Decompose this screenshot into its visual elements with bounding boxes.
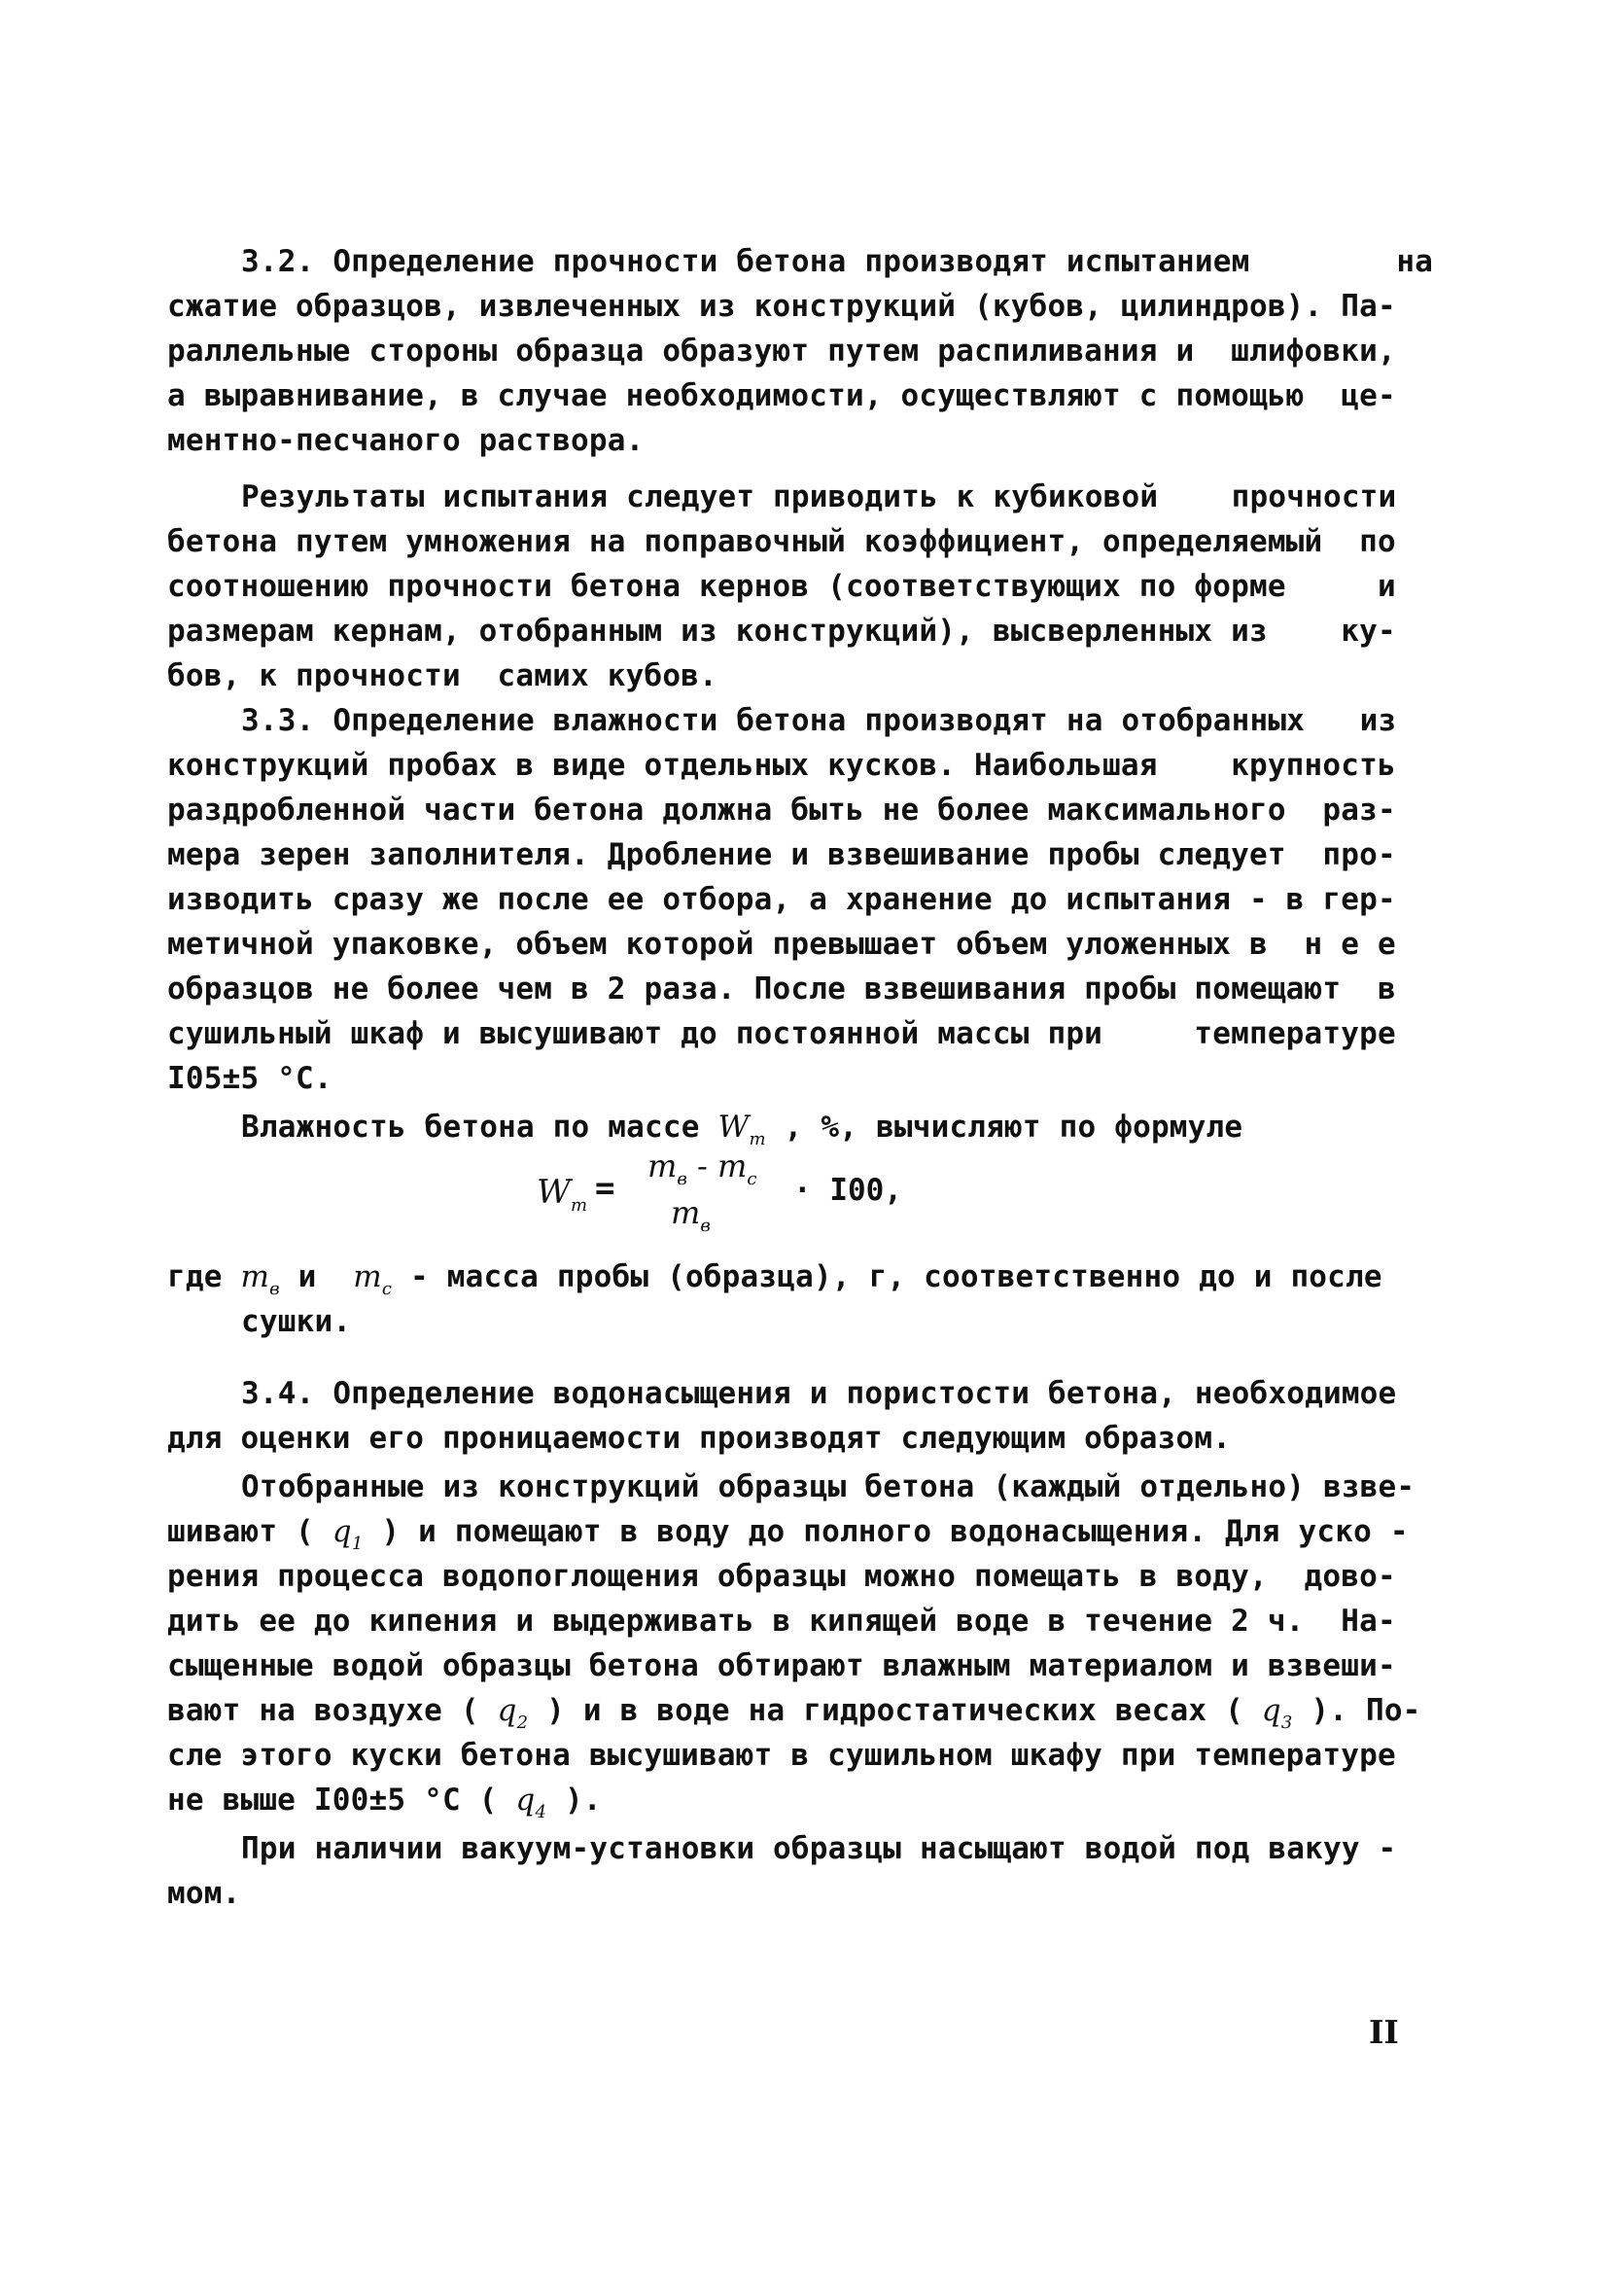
text-span: где — [167, 1259, 241, 1294]
moisture-intro — [241, 1105, 1435, 1149]
symbol-w: W — [717, 1110, 750, 1145]
text-line: бов, к прочности самих кубов. — [167, 658, 717, 693]
where-line — [167, 1254, 1435, 1299]
text-line: а выравнивание, в случае необходимости, осуществляют с помощью це- — [167, 378, 1396, 413]
formula-denominator — [671, 1194, 711, 1236]
formula-symbol: m — [671, 1194, 701, 1231]
text-line: I05±5 °C. — [167, 1061, 332, 1096]
formula-sub: m — [570, 1195, 588, 1216]
symbol-m: m — [240, 1259, 270, 1294]
formula-equals: = — [595, 1169, 615, 1208]
text-line: 3.2. Определение прочности бетона производят испытанием на — [241, 244, 1434, 279]
text-line: Отобранные из конструкций образцы бетона (каждый отдельно) взве- — [241, 1469, 1416, 1504]
text-line: ментно-песчаного раствора. — [167, 423, 645, 458]
text-span: , %, вычисляют по формуле — [765, 1110, 1243, 1145]
symbol-sub: в — [269, 1279, 280, 1299]
text-line: бетона путем умножения на поправочный коэффициент, определяемый по — [167, 524, 1396, 559]
formula-numerator — [647, 1148, 756, 1189]
text-span: ). — [546, 1783, 602, 1818]
moisture-formula — [533, 1148, 980, 1245]
text-line: сушильный шкаф и высушивают до постоянной массы при температуре — [167, 1016, 1396, 1051]
page-number: II — [1369, 2013, 1399, 2051]
text-line: мера зерен заполнителя. Дробление и взвешивание пробы следует про- — [167, 837, 1396, 872]
text-line: изводить сразу же после ее отбора, а хранение до испытания - в гер- — [167, 882, 1396, 917]
text-span: вают на воздухе ( — [167, 1693, 498, 1728]
text-line: рения процесса водопоглощения образцы можно помещать в воду, дово- — [167, 1559, 1396, 1594]
formula-sub: в — [677, 1169, 687, 1189]
text-line: сушки. — [241, 1304, 352, 1339]
symbol-sub: 1 — [351, 1534, 364, 1554]
text-line: мом. — [167, 1876, 241, 1911]
formula-symbol: W — [537, 1173, 571, 1212]
symbol-q: q — [497, 1693, 517, 1728]
formula-rhs: · I00, — [793, 1173, 902, 1208]
symbol-sub: 4 — [535, 1802, 547, 1822]
text-line: для оценки его проницаемости производят следующим образом. — [167, 1421, 1232, 1456]
text-line: сыщенные водой образцы бетона обтирают влажным материалом и взвеши- — [167, 1648, 1396, 1683]
symbol-sub: 2 — [516, 1713, 529, 1733]
text-span: - масса пробы (образца), г, соответственно до и после — [392, 1259, 1382, 1294]
symbol-q: q — [515, 1783, 536, 1818]
text-line: конструкций пробах в виде отдельных кусков. Наибольшая крупность — [167, 748, 1396, 783]
text-line: Результаты испытания следует приводить к кубиковой прочности — [241, 479, 1397, 514]
text-line: 3.3. Определение влажности бетона производят на отобранных из — [241, 703, 1397, 738]
text-line: раздробленной части бетона должна быть не более максимального раз- — [167, 793, 1396, 828]
symbol-sub: 3 — [1280, 1713, 1293, 1733]
symbol-sub: m — [749, 1129, 766, 1149]
symbol-q: q — [1261, 1693, 1281, 1728]
formula-symbol: - m — [686, 1148, 748, 1184]
formula-lhs — [537, 1173, 587, 1216]
text-line: соотношению прочности бетона кернов (соответствующих по форме и — [167, 569, 1396, 604]
symbol-sub: c — [381, 1279, 393, 1299]
text-span: Влажность бетона по массе — [241, 1110, 718, 1145]
text-line: размерам кернам, отобранным из конструкций), высверленных из ку- — [167, 614, 1396, 649]
text-line: метичной упаковке, объем которой превышает объем уложенных в н е е — [167, 927, 1396, 962]
text-line: раллельные стороны образца образуют путем распиливания и шлифовки, — [167, 334, 1396, 369]
text-line — [167, 1509, 1435, 1554]
text-span: ) и в воде на гидростатических весах ( — [528, 1693, 1262, 1728]
text-line: образцов не более чем в 2 раза. После взвешивания пробы помещают в — [167, 971, 1396, 1007]
text-line — [167, 1778, 1435, 1822]
text-line — [167, 1688, 1435, 1733]
text-span: не выше I00±5 °C ( — [167, 1783, 516, 1818]
formula-sub: c — [747, 1169, 757, 1189]
symbol-q: q — [332, 1514, 352, 1549]
formula-sub: в — [700, 1216, 711, 1236]
text-line: сжатие образцов, извлеченных из конструкций (кубов, цилиндров). Па- — [167, 289, 1396, 324]
text-line: При наличии вакуум-установки образцы насыщают водой под вакуу - — [241, 1831, 1397, 1866]
text-span: ) и помещают в воду до полного водонасыщения. Для уско - — [363, 1514, 1409, 1549]
text-line: дить ее до кипения и выдерживать в кипящей воде в течение 2 ч. На- — [167, 1604, 1396, 1639]
text-span: ). По- — [1292, 1693, 1421, 1728]
symbol-m: m — [353, 1259, 382, 1294]
text-span: шивают ( — [167, 1514, 332, 1549]
text-line: сле этого куски бетона высушивают в сушильном шкафу при температуре — [167, 1738, 1396, 1773]
formula-symbol: m — [647, 1148, 678, 1184]
text-span: и — [279, 1259, 354, 1294]
text-line: 3.4. Определение водонасыщения и пористости бетона, необходимое — [241, 1376, 1397, 1411]
